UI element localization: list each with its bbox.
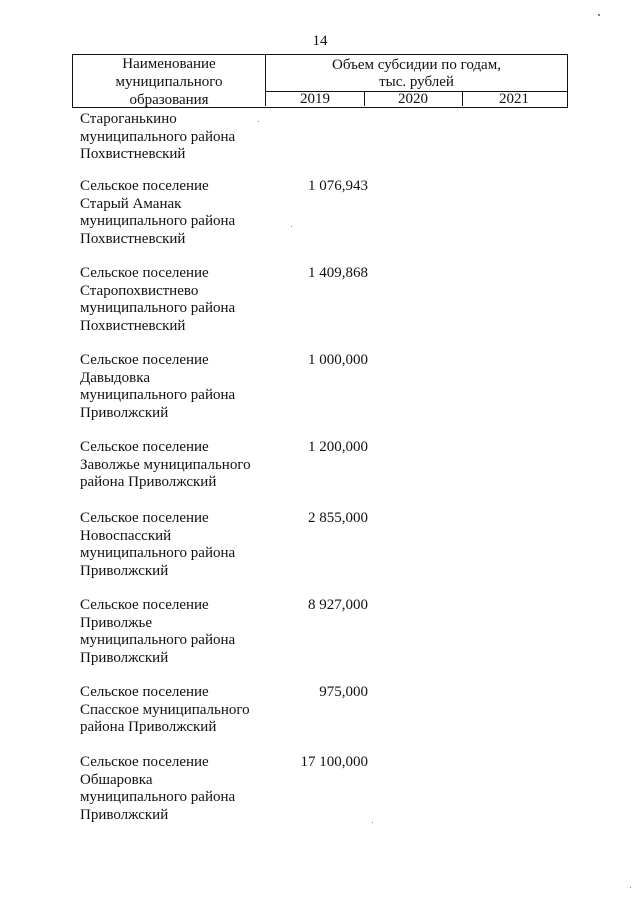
subsidy-2019-value: [270, 510, 368, 528]
municipality-name: [80, 439, 270, 492]
name-line: муниципального района: [80, 300, 236, 316]
value-text: 1 000,000: [308, 352, 368, 368]
value-text: 1 200,000: [308, 439, 368, 455]
name-line: муниципального района: [80, 213, 236, 229]
name-line: муниципального района: [80, 789, 236, 805]
name-line: Новоспасский: [80, 527, 172, 544]
value-text: 17 100,000: [300, 754, 368, 770]
header-subsidy-volume: [266, 55, 567, 92]
name-line: Сельское поселение: [80, 597, 209, 613]
name-line: Старый Аманак: [80, 195, 182, 212]
name-line: Сельское поселение: [80, 178, 209, 194]
value-text: 1 076,943: [308, 178, 368, 194]
subsidy-2019-value: [270, 178, 368, 196]
subsidy-2019-value: [270, 439, 368, 457]
name-line: Спасское муниципального: [80, 701, 250, 718]
name-line: муниципального района: [80, 387, 236, 403]
name-line: района Приволжский: [80, 719, 217, 735]
value-text: 8 927,000: [308, 597, 368, 613]
name-line: Похвистневский: [80, 146, 186, 162]
name-line: Сельское поселение: [80, 754, 209, 770]
name-line: Сельское поселение: [80, 439, 209, 455]
header-year-2019: 2019: [266, 92, 365, 106]
name-line: муниципального района: [80, 545, 236, 561]
value-text: 2 855,000: [308, 510, 368, 526]
municipality-name: [80, 754, 270, 824]
table-header: [72, 54, 568, 108]
name-line: Обшаровка: [80, 771, 153, 788]
subsidy-2019-value: [270, 684, 368, 702]
name-line: Приволжский: [80, 649, 169, 666]
name-line: муниципального района: [80, 632, 236, 648]
name-line: Староганькино: [80, 111, 177, 127]
header-name-line: образования: [129, 92, 209, 108]
name-line: Приволжский: [80, 562, 169, 579]
header-volume-line: Объем субсидии по годам,: [332, 57, 501, 73]
name-line: Приволжский: [80, 404, 169, 421]
municipality-name: [80, 352, 270, 422]
header-name-line: муниципального: [115, 74, 223, 90]
subsidy-2019-value: [270, 265, 368, 283]
name-line: Приволжский: [80, 806, 169, 823]
value-text: 1 409,868: [308, 265, 368, 281]
scan-speck: [598, 14, 600, 16]
subsidy-2019-value: [270, 352, 368, 370]
header-volume-line: тыс. рублей: [379, 74, 454, 90]
header-year-2021: 2021: [499, 91, 529, 107]
name-line: Сельское поселение: [80, 352, 209, 368]
municipality-name: [80, 265, 270, 335]
municipality-name: [80, 684, 270, 737]
header-name-line: Наименование: [122, 56, 216, 72]
name-line: Заволжье муниципального: [80, 456, 251, 473]
name-line: Похвистневский: [80, 230, 186, 247]
name-line: Старопохвистнево: [80, 282, 199, 299]
page-number: 14: [312, 33, 328, 49]
scan-speck: [630, 887, 631, 888]
municipality-name: [80, 111, 270, 164]
scan-speck: [258, 121, 259, 122]
name-line: муниципального района: [80, 128, 236, 145]
municipality-name: [80, 597, 270, 667]
name-line: Давыдовка: [80, 369, 150, 386]
name-line: Сельское поселение: [80, 684, 209, 700]
value-text: 975,000: [319, 684, 368, 700]
name-line: Сельское поселение: [80, 265, 209, 281]
scan-speck: [291, 226, 292, 227]
name-line: Приволжье: [80, 614, 152, 631]
name-line: района Приволжский: [80, 474, 217, 490]
scan-speck: [372, 822, 373, 823]
municipality-name: [80, 510, 270, 580]
header-municipality-name: [73, 55, 266, 106]
header-year-2020: 2020: [364, 92, 463, 106]
municipality-name: [80, 178, 270, 248]
subsidy-2019-value: [270, 754, 368, 772]
name-line: Сельское поселение: [80, 510, 209, 526]
name-line: Похвистневский: [80, 317, 186, 334]
subsidy-2019-value: [270, 597, 368, 615]
